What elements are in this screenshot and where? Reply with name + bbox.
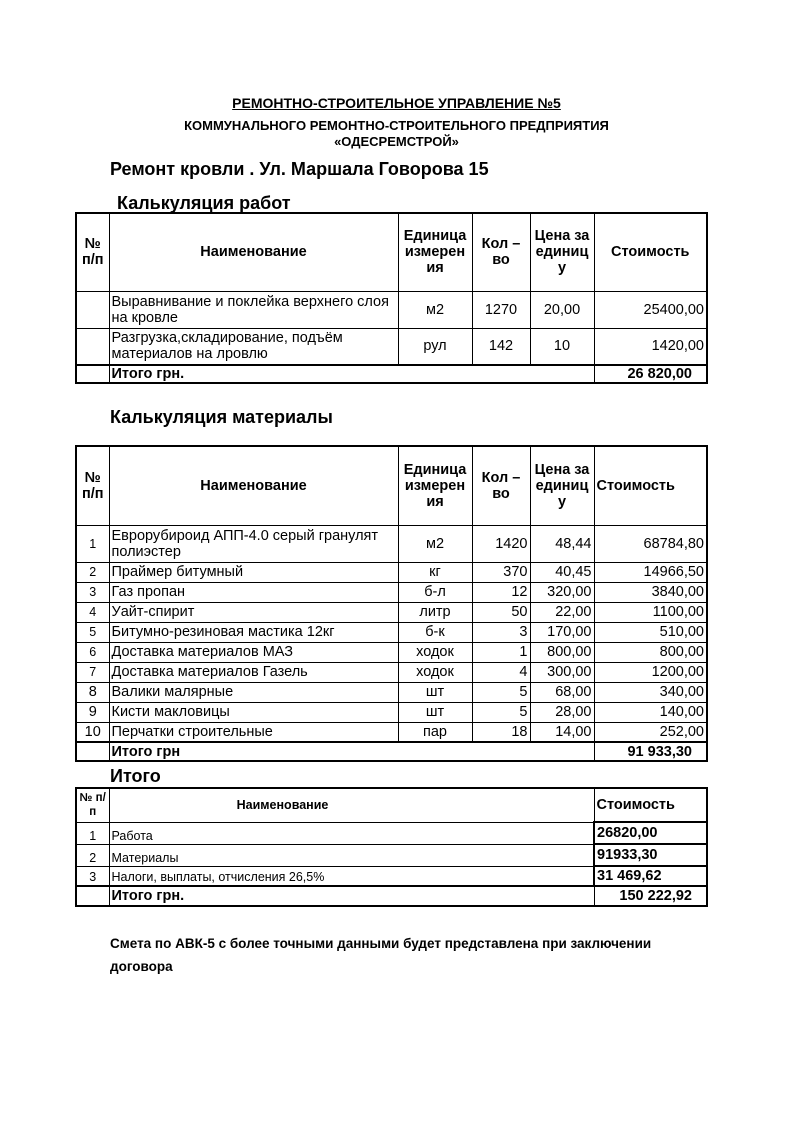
row-num: 10 <box>76 722 109 742</box>
materials-total-row <box>76 742 707 761</box>
table-row <box>76 702 707 722</box>
row-unit: б-л <box>398 582 472 602</box>
row-price: 48,44 <box>530 525 594 562</box>
col-qty: Кол – во <box>472 446 530 525</box>
row-name: Кисти макловицы <box>109 702 398 722</box>
table-row <box>76 525 707 562</box>
row-name: Доставка материалов Газель <box>109 662 398 682</box>
row-qty: 1 <box>472 642 530 662</box>
row-name: Еврорубироид АПП-4.0 серый гранулят полиэстер <box>109 525 398 562</box>
row-name: Налоги, выплаты, отчисления 26,5% <box>109 866 594 886</box>
table-row <box>76 291 707 328</box>
col-num: № п/п <box>76 788 109 822</box>
col-price: Цена за единиц у <box>530 446 594 525</box>
row-unit: ходок <box>398 642 472 662</box>
org-name-line1: РЕМОНТНО-СТРОИТЕЛЬНОЕ УПРАВЛЕНИЕ №5 <box>232 95 561 111</box>
works-total-row <box>76 365 707 383</box>
row-name: Газ пропан <box>109 582 398 602</box>
summary-heading: Итого <box>110 766 161 786</box>
col-cost: Стоимость <box>594 446 707 525</box>
total-spacer <box>76 365 109 383</box>
row-num: 2 <box>76 844 109 866</box>
row-name: Материалы <box>109 844 594 866</box>
row-qty: 3 <box>472 622 530 642</box>
table-row <box>76 822 707 844</box>
row-unit: кг <box>398 562 472 582</box>
row-qty: 18 <box>472 722 530 742</box>
col-unit: Единица измерен ия <box>398 446 472 525</box>
table-row <box>76 722 707 742</box>
row-name: Валики малярные <box>109 682 398 702</box>
row-num: 1 <box>76 822 109 844</box>
col-cost: Стоимость <box>594 788 707 822</box>
org-name-line3: «ОДЕСРЕМСТРОЙ» <box>334 134 459 149</box>
row-unit: м2 <box>398 525 472 562</box>
row-unit: литр <box>398 602 472 622</box>
table-row <box>76 682 707 702</box>
row-unit: б-к <box>398 622 472 642</box>
row-cost: 340,00 <box>594 682 707 702</box>
materials-table <box>75 445 708 762</box>
row-name: Разгрузка,складирование, подъём материалов на лровлю <box>109 328 398 365</box>
row-qty: 5 <box>472 702 530 722</box>
row-name: Праймер битумный <box>109 562 398 582</box>
row-price: 22,00 <box>530 602 594 622</box>
row-cost: 140,00 <box>594 702 707 722</box>
row-name: Доставка материалов МАЗ <box>109 642 398 662</box>
table-row <box>76 866 707 886</box>
row-unit: рул <box>398 328 472 365</box>
row-price: 68,00 <box>530 682 594 702</box>
table-row <box>76 582 707 602</box>
works-table <box>75 212 708 384</box>
row-qty: 1420 <box>472 525 530 562</box>
row-cost: 31 469,62 <box>594 866 707 886</box>
row-qty: 370 <box>472 562 530 582</box>
row-num: 1 <box>76 525 109 562</box>
row-unit: ходок <box>398 662 472 682</box>
row-unit: пар <box>398 722 472 742</box>
row-cost: 14966,50 <box>594 562 707 582</box>
row-cost: 91933,30 <box>594 844 707 866</box>
table-row <box>76 642 707 662</box>
row-cost: 68784,80 <box>594 525 707 562</box>
row-num: 7 <box>76 662 109 682</box>
row-num: 3 <box>76 866 109 886</box>
col-name: Наименование <box>109 213 398 291</box>
row-price: 10 <box>530 328 594 365</box>
table-row <box>76 622 707 642</box>
table-row <box>76 602 707 622</box>
row-cost: 800,00 <box>594 642 707 662</box>
row-cost: 25400,00 <box>594 291 707 328</box>
table-row <box>76 844 707 866</box>
total-spacer <box>76 886 109 906</box>
row-num: 5 <box>76 622 109 642</box>
row-qty: 1270 <box>472 291 530 328</box>
row-price: 14,00 <box>530 722 594 742</box>
row-name: Битумно-резиновая мастика 12кг <box>109 622 398 642</box>
row-name: Перчатки строительные <box>109 722 398 742</box>
row-name: Работа <box>109 822 594 844</box>
materials-heading: Калькуляция материалы <box>110 407 333 427</box>
row-price: 28,00 <box>530 702 594 722</box>
row-num: 8 <box>76 682 109 702</box>
col-price: Цена за единиц у <box>530 213 594 291</box>
summary-table <box>75 787 708 907</box>
row-cost: 252,00 <box>594 722 707 742</box>
table-row <box>76 662 707 682</box>
materials-total-label: Итого грн <box>109 742 594 761</box>
row-unit: шт <box>398 682 472 702</box>
row-cost: 510,00 <box>594 622 707 642</box>
row-qty: 4 <box>472 662 530 682</box>
row-price: 20,00 <box>530 291 594 328</box>
col-num: № п/п <box>76 213 109 291</box>
col-num: № п/п <box>76 446 109 525</box>
row-num: 4 <box>76 602 109 622</box>
footnote: Смета по АВК-5 с более точными данными будет представлена при заключении договора <box>110 936 652 974</box>
col-qty: Кол – во <box>472 213 530 291</box>
row-cost: 3840,00 <box>594 582 707 602</box>
total-spacer <box>76 742 109 761</box>
row-qty: 142 <box>472 328 530 365</box>
row-unit: шт <box>398 702 472 722</box>
org-name-line2: КОММУНАЛЬНОГО РЕМОНТНО-СТРОИТЕЛЬНОГО ПРЕДПРИЯТИЯ <box>184 118 609 133</box>
summary-total-row <box>76 886 707 906</box>
row-num: 9 <box>76 702 109 722</box>
row-num: 6 <box>76 642 109 662</box>
row-num <box>76 291 109 328</box>
row-qty: 12 <box>472 582 530 602</box>
col-name: Наименование <box>109 788 594 822</box>
row-num: 2 <box>76 562 109 582</box>
works-total-value: 26 820,00 <box>594 365 707 383</box>
row-num <box>76 328 109 365</box>
works-total-label: Итого грн. <box>109 365 594 383</box>
row-cost: 26820,00 <box>594 822 707 844</box>
summary-total-value: 150 222,92 <box>594 886 707 906</box>
col-cost: Стоимость <box>594 213 707 291</box>
col-name: Наименование <box>109 446 398 525</box>
summary-total-label: Итого грн. <box>109 886 594 906</box>
row-cost: 1200,00 <box>594 662 707 682</box>
row-cost: 1100,00 <box>594 602 707 622</box>
row-price: 800,00 <box>530 642 594 662</box>
document-title: Ремонт кровли . Ул. Маршала Говорова 15 <box>110 159 489 179</box>
row-name: Выравнивание и поклейка верхнего слоя на кровле <box>109 291 398 328</box>
row-price: 320,00 <box>530 582 594 602</box>
row-unit: м2 <box>398 291 472 328</box>
col-unit: Единица измерен ия <box>398 213 472 291</box>
row-price: 170,00 <box>530 622 594 642</box>
row-cost: 1420,00 <box>594 328 707 365</box>
row-price: 300,00 <box>530 662 594 682</box>
row-price: 40,45 <box>530 562 594 582</box>
table-row <box>76 328 707 365</box>
summary-header-row <box>76 788 707 822</box>
table-row <box>76 562 707 582</box>
row-name: Уайт-спирит <box>109 602 398 622</box>
materials-total-value: 91 933,30 <box>594 742 707 761</box>
works-header-row <box>76 213 707 291</box>
works-heading: Калькуляция работ <box>117 193 291 213</box>
row-num: 3 <box>76 582 109 602</box>
row-qty: 50 <box>472 602 530 622</box>
materials-header-row <box>76 446 707 525</box>
row-qty: 5 <box>472 682 530 702</box>
